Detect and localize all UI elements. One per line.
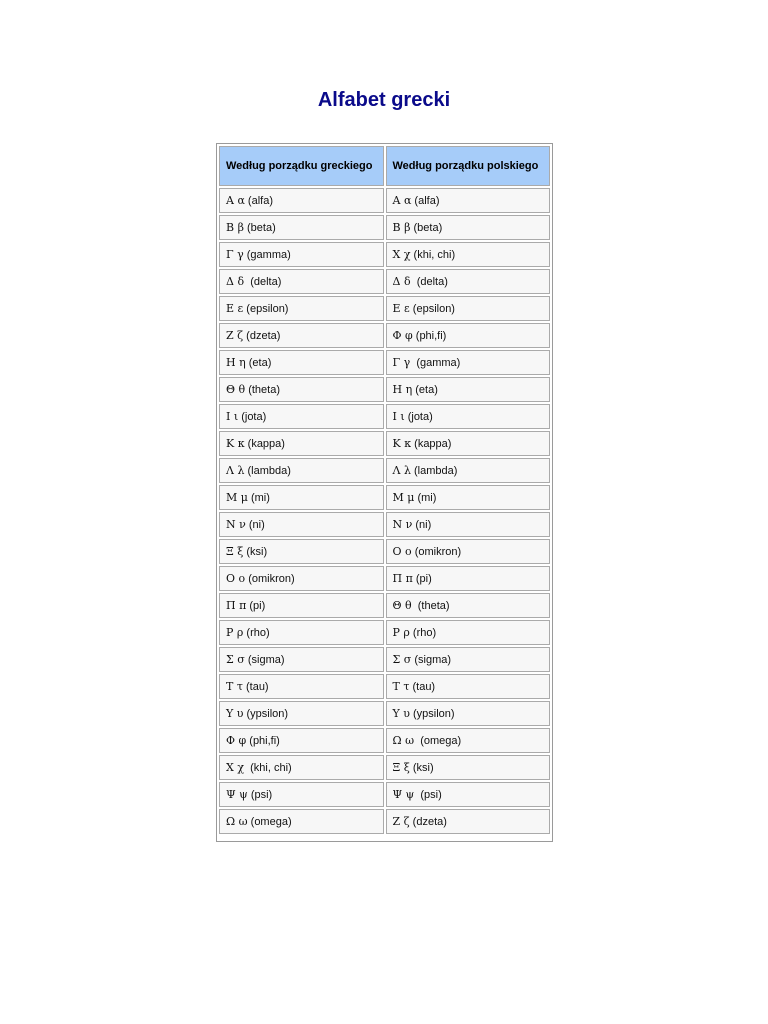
- cell-greek-order: [219, 701, 384, 726]
- cell-polish-order: [386, 755, 551, 780]
- cell-greek-order: [219, 431, 384, 456]
- cell-greek-order: [219, 512, 384, 537]
- greek-letters: Τ τ: [392, 680, 410, 693]
- table-row: [219, 431, 550, 456]
- cell-polish-order: [386, 431, 551, 456]
- greek-letters: Μ μ: [226, 491, 248, 504]
- letter-name: (omikron): [245, 573, 295, 585]
- greek-letters: Π π: [392, 572, 413, 585]
- greek-letters: Ζ ζ: [392, 815, 410, 828]
- greek-letters: Κ κ: [392, 437, 412, 450]
- table-row: [219, 593, 550, 618]
- greek-letters: Η η: [226, 356, 246, 369]
- cell-polish-order: [386, 809, 551, 834]
- letter-name: (epsilon): [243, 303, 289, 315]
- cell-polish-order: [386, 593, 551, 618]
- letter-name: (delta): [244, 276, 282, 288]
- letter-name: (omega): [414, 735, 462, 747]
- greek-letters: Μ μ: [392, 491, 415, 504]
- letter-name: (dzeta): [409, 816, 447, 828]
- letter-name: (phi,fi): [246, 735, 280, 747]
- greek-letters: Ψ ψ: [392, 788, 415, 801]
- letter-name: (sigma): [411, 654, 452, 666]
- letter-name: (jota): [238, 411, 267, 423]
- letter-name: (psi): [414, 789, 442, 801]
- greek-letters: Η η: [392, 383, 413, 396]
- header-row: [219, 146, 550, 186]
- greek-letters: Ο ο: [226, 572, 246, 585]
- letter-name: (ni): [412, 519, 432, 531]
- letter-name: (pi): [246, 600, 266, 612]
- greek-letters: Ω ω: [226, 815, 248, 828]
- cell-polish-order: [386, 728, 551, 753]
- letter-name: (sigma): [244, 654, 285, 666]
- greek-letters: Ρ ρ: [392, 626, 410, 639]
- greek-letters: Φ φ: [392, 329, 413, 342]
- table-row: [219, 377, 550, 402]
- cell-greek-order: [219, 566, 384, 591]
- greek-letters: Υ υ: [226, 707, 244, 720]
- greek-letters: Λ λ: [392, 464, 411, 477]
- letter-name: (gamma): [243, 249, 291, 261]
- letter-name: (pi): [412, 573, 432, 585]
- greek-letters: Ι ι: [226, 410, 239, 423]
- letter-name: (gamma): [410, 357, 461, 369]
- cell-polish-order: [386, 215, 551, 240]
- letter-name: (jota): [404, 411, 433, 423]
- cell-polish-order: [386, 242, 551, 267]
- cell-greek-order: [219, 755, 384, 780]
- table-row: [219, 188, 550, 213]
- cell-greek-order: [219, 323, 384, 348]
- header-polish-order: Według porządku polskiego: [386, 146, 551, 186]
- letter-name: (eta): [245, 357, 272, 369]
- greek-letters: Γ γ: [392, 356, 411, 369]
- letter-name: (dzeta): [243, 330, 281, 342]
- table-row: [219, 728, 550, 753]
- table-row: [219, 485, 550, 510]
- cell-greek-order: [219, 188, 384, 213]
- table-row: [219, 782, 550, 807]
- cell-greek-order: [219, 404, 384, 429]
- letter-name: (theta): [411, 600, 450, 612]
- greek-letters: Ε ε: [392, 302, 410, 315]
- letter-name: (omikron): [411, 546, 462, 558]
- letter-name: (lambda): [410, 465, 458, 477]
- letter-name: (lambda): [244, 465, 291, 477]
- cell-greek-order: [219, 647, 384, 672]
- greek-letters: Ν ν: [226, 518, 246, 531]
- letter-name: (ksi): [409, 762, 434, 774]
- letter-name: (tau): [409, 681, 436, 693]
- greek-letters: Χ χ: [226, 761, 244, 774]
- letter-name: (mi): [414, 492, 437, 504]
- cell-polish-order: [386, 647, 551, 672]
- table-row: [219, 539, 550, 564]
- greek-letters: Ε ε: [226, 302, 244, 315]
- letter-name: (ni): [245, 519, 265, 531]
- letter-name: (eta): [412, 384, 438, 396]
- letter-name: (omega): [247, 816, 292, 828]
- greek-letters: Σ σ: [226, 653, 245, 666]
- letter-name: (mi): [247, 492, 270, 504]
- greek-letters: Β β: [392, 221, 411, 234]
- greek-letters: Ξ ξ: [226, 545, 244, 558]
- cell-polish-order: [386, 539, 551, 564]
- greek-letters: Σ σ: [392, 653, 412, 666]
- cell-greek-order: [219, 350, 384, 375]
- cell-greek-order: [219, 377, 384, 402]
- cell-greek-order: [219, 593, 384, 618]
- cell-greek-order: [219, 728, 384, 753]
- letter-name: (khi, chi): [410, 249, 456, 261]
- table-row: [219, 269, 550, 294]
- greek-letters: Ο ο: [392, 545, 412, 558]
- letter-name: (tau): [242, 681, 269, 693]
- cell-polish-order: [386, 458, 551, 483]
- cell-polish-order: [386, 485, 551, 510]
- greek-letters: Ψ ψ: [226, 788, 248, 801]
- greek-letters: Α α: [226, 194, 245, 207]
- letter-name: (ksi): [243, 546, 268, 558]
- table-row: [219, 404, 550, 429]
- cell-polish-order: [386, 782, 551, 807]
- table-row: [219, 566, 550, 591]
- greek-letters: Ω ω: [392, 734, 415, 747]
- letter-name: (phi,fi): [412, 330, 447, 342]
- greek-letters: Θ θ: [392, 599, 412, 612]
- cell-polish-order: [386, 566, 551, 591]
- table-row: [219, 647, 550, 672]
- greek-letters: Τ τ: [226, 680, 243, 693]
- table-row: [219, 296, 550, 321]
- greek-letters: Χ χ: [392, 248, 411, 261]
- letter-name: (alfa): [411, 195, 440, 207]
- cell-greek-order: [219, 485, 384, 510]
- letter-name: (delta): [410, 276, 448, 288]
- cell-polish-order: [386, 674, 551, 699]
- cell-polish-order: [386, 188, 551, 213]
- cell-greek-order: [219, 242, 384, 267]
- page-title: Alfabet grecki: [317, 89, 451, 111]
- letter-name: (beta): [410, 222, 443, 234]
- cell-greek-order: [219, 620, 384, 645]
- greek-letters: Γ γ: [226, 248, 244, 261]
- greek-letters: Δ δ: [392, 275, 411, 288]
- greek-letters: Π π: [226, 599, 247, 612]
- greek-letters: Α α: [392, 194, 412, 207]
- cell-greek-order: [219, 458, 384, 483]
- letter-name: (alfa): [244, 195, 273, 207]
- table-row: [219, 215, 550, 240]
- cell-greek-order: [219, 539, 384, 564]
- table-row: [219, 701, 550, 726]
- greek-letters: Φ φ: [226, 734, 247, 747]
- table-row: [219, 620, 550, 645]
- cell-polish-order: [386, 350, 551, 375]
- table-row: [219, 809, 550, 834]
- cell-greek-order: [219, 296, 384, 321]
- greek-letters: Β β: [226, 221, 244, 234]
- cell-greek-order: [219, 674, 384, 699]
- greek-letters: Ν ν: [392, 518, 413, 531]
- cell-polish-order: [386, 323, 551, 348]
- header-greek-order: Według porządku greckiego: [219, 146, 384, 186]
- cell-polish-order: [386, 404, 551, 429]
- letter-name: (ypsilon): [243, 708, 289, 720]
- greek-alphabet-table: [216, 143, 553, 842]
- cell-polish-order: [386, 269, 551, 294]
- letter-name: (theta): [245, 384, 280, 396]
- greek-letters: Λ λ: [226, 464, 245, 477]
- greek-letters: Υ υ: [392, 707, 410, 720]
- letter-name: (rho): [409, 627, 437, 639]
- cell-greek-order: [219, 269, 384, 294]
- cell-polish-order: [386, 296, 551, 321]
- greek-letters: Ζ ζ: [226, 329, 244, 342]
- table-row: [219, 512, 550, 537]
- letter-name: (epsilon): [409, 303, 455, 315]
- greek-letters: Δ δ: [226, 275, 245, 288]
- table-row: [219, 755, 550, 780]
- letter-name: (kappa): [244, 438, 285, 450]
- letter-name: (rho): [243, 627, 270, 639]
- greek-letters: Ρ ρ: [226, 626, 244, 639]
- cell-polish-order: [386, 377, 551, 402]
- letter-name: (psi): [247, 789, 273, 801]
- letter-name: (kappa): [411, 438, 452, 450]
- alphabet-table: [217, 144, 552, 836]
- table-row: [219, 458, 550, 483]
- cell-polish-order: [386, 620, 551, 645]
- table-row: [219, 323, 550, 348]
- cell-polish-order: [386, 512, 551, 537]
- cell-greek-order: [219, 782, 384, 807]
- letter-name: (beta): [243, 222, 276, 234]
- greek-letters: Ι ι: [392, 410, 405, 423]
- table-row: [219, 350, 550, 375]
- table-row: [219, 674, 550, 699]
- greek-letters: Θ θ: [226, 383, 246, 396]
- letter-name: (khi, chi): [244, 762, 292, 774]
- letter-name: (ypsilon): [409, 708, 455, 720]
- cell-polish-order: [386, 701, 551, 726]
- greek-letters: Ξ ξ: [392, 761, 410, 774]
- table-row: [219, 242, 550, 267]
- greek-letters: Κ κ: [226, 437, 245, 450]
- cell-greek-order: [219, 809, 384, 834]
- cell-greek-order: [219, 215, 384, 240]
